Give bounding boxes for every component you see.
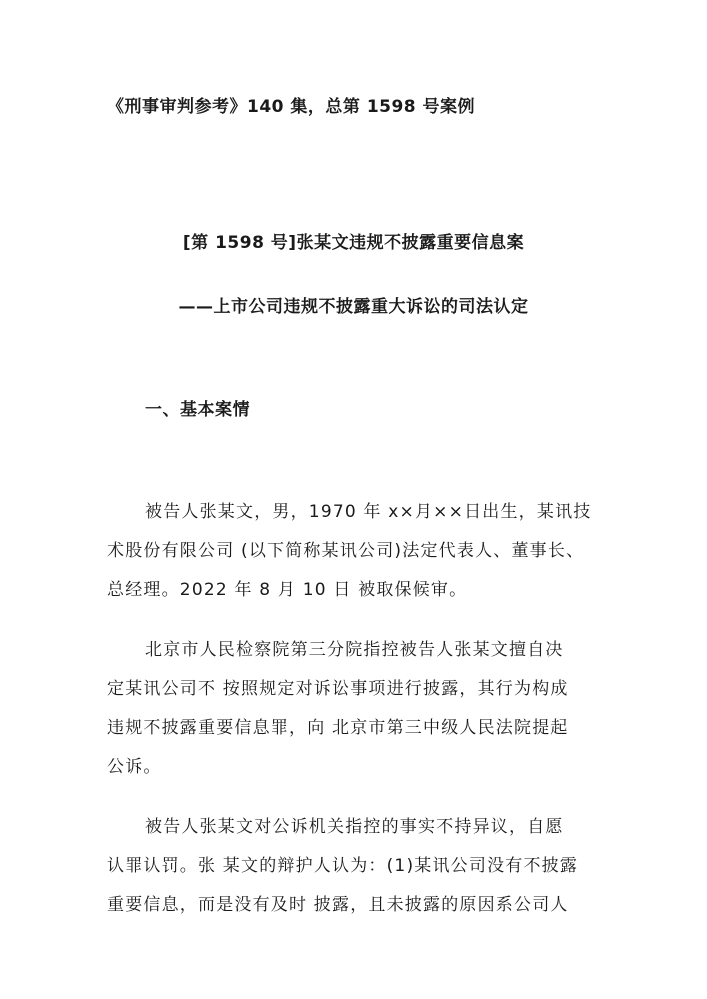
paragraph-2-line-3: 违规不披露重要信息罪，向 北京市第三中级人民法院提起 (107, 718, 569, 738)
case-subtitle: ——上市公司违规不披露重大诉讼的司法认定 (178, 297, 529, 317)
paragraph-3-line-2: 认罪认罚。张 某文的辩护人认为：(1)某讯公司没有不披露 (107, 856, 579, 876)
section-heading: 一、基本案情 (145, 400, 250, 420)
case-title: [第 1598 号]张某文违规不披露重要信息案 (182, 233, 525, 253)
paragraph-2-line-4: 公诉。 (107, 757, 162, 777)
paragraph-3-line-3: 重要信息，而是没有及时 披露，且未披露的原因系公司人 (107, 895, 569, 915)
paragraph-1-line-1: 被告人张某文，男，1970 年 x×月××日出生，某讯技 (145, 502, 592, 522)
source-line: 《刑事审判参考》140 集，总第 1598 号案例 (107, 97, 476, 117)
paragraph-1-line-2: 术股份有限公司 (以下简称某讯公司)法定代表人、董事长、 (107, 541, 585, 561)
paragraph-3-line-1: 被告人张某文对公诉机关指控的事实不持异议，自愿 (145, 817, 564, 837)
paragraph-2-line-1: 北京市人民检察院第三分院指控被告人张某文擅自决 (145, 640, 564, 660)
paragraph-1-line-3: 总经理。2022 年 8 月 10 日 被取保候审。 (107, 580, 468, 600)
paragraph-2-line-2: 定某讯公司不 按照规定对诉讼事项进行披露，其行为构成 (107, 679, 569, 699)
